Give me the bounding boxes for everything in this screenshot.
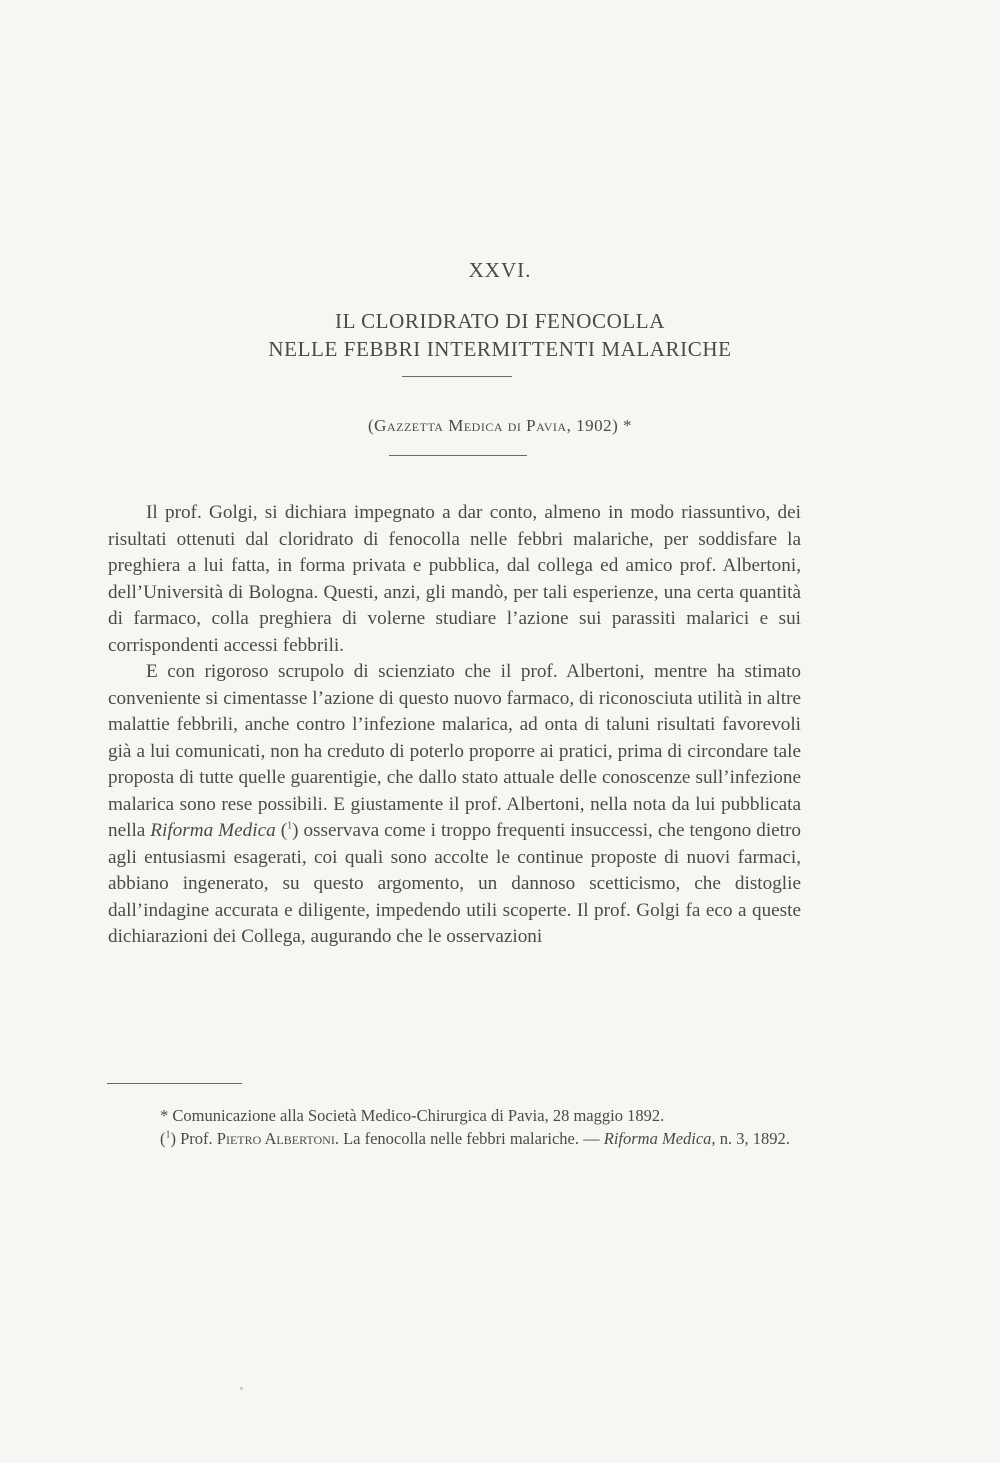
footnote-reference: ($^1$) bbox=[280, 820, 299, 841]
paragraph-1: Il prof. Golgi, si dichiara impegnato a dar conto, almeno in modo riassuntivo, dei risultati ottenuti dal cloridrato di fenocolla nelle febbri malariche, per soddisfare la preghiera a lui fatta, in forma privata e pubblica, dal collega ed amico prof. Albertoni, dell’Università di Bologna. Questi, anzi, gli mandò, per tali esperienze, una certa quantità di farmaco, colla preghiera di volerne studiare l’azione sui parassiti malarici e sui corrispondenti accessi febbrili. bbox=[108, 502, 801, 656]
paragraph-2 bbox=[108, 659, 801, 951]
footnote-journal: Riforma Medica, bbox=[603, 1129, 716, 1148]
footnote-author: Pietro Albertoni. bbox=[216, 1129, 339, 1148]
body-text bbox=[108, 500, 801, 951]
title-divider bbox=[402, 376, 512, 377]
paragraph-2-start: E con rigoroso scrupolo di scienziato che il prof. Albertoni, mentre ha stimato conveniente si cimentasse l’azione di questo nuovo farmaco, di riconosciuta utilità in altre malattie febbrili, anche contro l’infezione malarica, ad onta di taluni risultati favorevoli già a lui comunicati, non ha creduto di poterlo proporre ai pratici, prima di circondare tale proposta di tutte quelle guarentigie, che dallo stato attuale delle conoscenze sull’infezione malarica sono rese possibili. E giustamente il prof. Albertoni, nella nota da lui pubblicata nella bbox=[108, 661, 801, 841]
paper-speck bbox=[240, 1387, 243, 1390]
source-citation: (Gazzetta Medica di Pavia, 1902) * bbox=[368, 416, 632, 435]
paragraph-2-end: osservava come i troppo frequenti insuccessi, che tengono dietro agli entusiasmi esagerati, coi quali sono accolte le continue proposte di nuovi farmaci, abbiano ingenerato, su questo argomento, un dannoso scetticismo, che distoglie dall’indagine accurata e diligente, impedendo utili scoperte. Il prof. Golgi fa eco a queste dichiarazioni dei Collega, augurando che le osservazioni bbox=[108, 820, 801, 947]
journal-title: Riforma Medica bbox=[150, 820, 276, 841]
footnotes bbox=[108, 1104, 794, 1150]
title-line-2: NELLE FEBBRI INTERMITTENTI MALARICHE bbox=[268, 337, 732, 361]
title-line-1: IL CLORIDRATO DI FENOCOLLA bbox=[334, 309, 665, 333]
source-divider bbox=[389, 455, 527, 456]
footnote-divider bbox=[107, 1083, 242, 1084]
chapter-number: XXVI. bbox=[468, 258, 532, 282]
footnote-star: * Comunicazione alla Società Medico-Chirurgica di Pavia, 28 maggio 1892. bbox=[160, 1106, 665, 1125]
footnote-1: ($^1$) Prof. Pietro Albertoni. La fenocolla nelle febbri malariche. — Riforma Medica, n. 3, 1892. bbox=[160, 1129, 790, 1148]
article-title bbox=[0, 307, 1000, 363]
